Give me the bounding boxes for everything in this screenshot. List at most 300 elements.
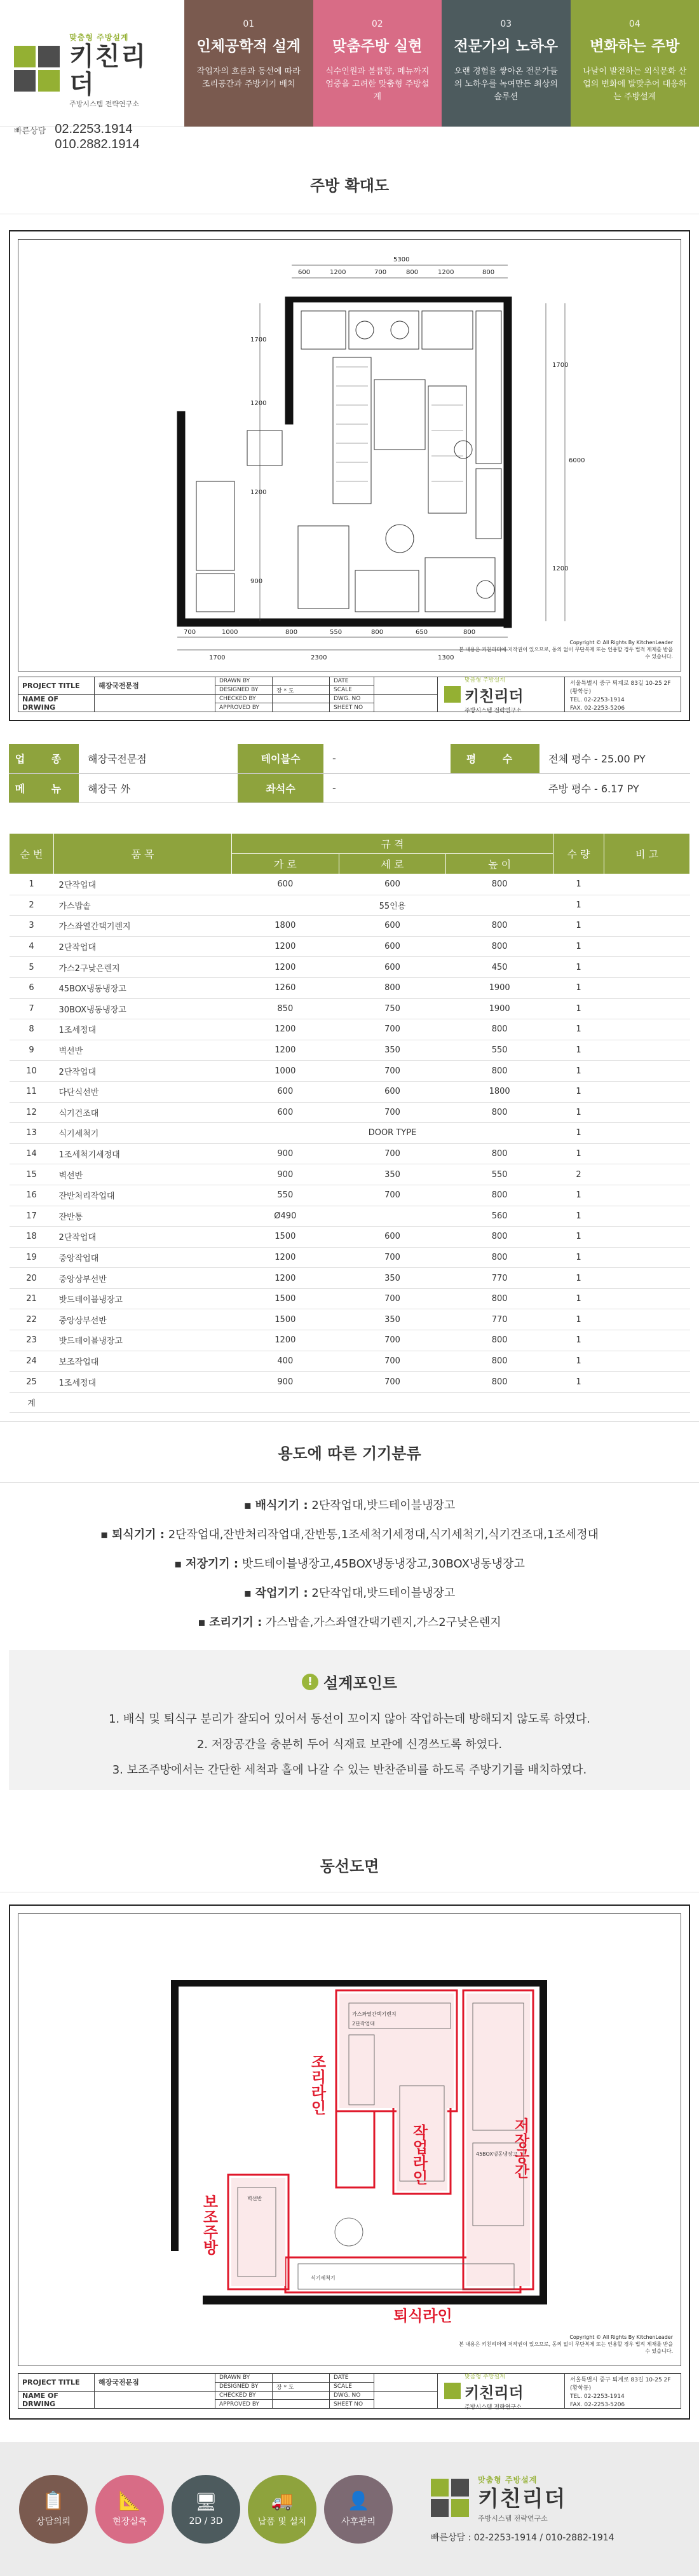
table-cell: 1 xyxy=(553,936,604,957)
design-points-title: ! 설계포인트 xyxy=(302,1670,397,1693)
bottom-service-bar xyxy=(0,2442,699,2576)
service-measure[interactable]: 📐 현장실측 xyxy=(95,2475,164,2544)
table-cell: 밧드테이블냉장고 xyxy=(54,1330,232,1351)
table-cell: 800 xyxy=(446,1061,553,1082)
table-cell: 15 xyxy=(10,1164,54,1185)
table-cell: 2단작업대 xyxy=(54,1227,232,1248)
table-cell xyxy=(604,1392,690,1413)
table-cell: 1 xyxy=(553,1123,604,1144)
table-cell: 1 xyxy=(553,1143,604,1164)
table-cell: 1 xyxy=(553,895,604,916)
table-cell xyxy=(604,998,690,1019)
info-label-menu: 메 뉴 xyxy=(9,773,79,802)
table-cell xyxy=(604,1247,690,1268)
table-cell xyxy=(339,1206,446,1227)
table-cell xyxy=(339,1392,446,1413)
table-cell: 24 xyxy=(10,1351,54,1372)
table-row xyxy=(10,1123,690,1144)
dim-right-3: 1200 xyxy=(552,565,569,572)
title-block-address: 서울특별시 중구 퇴계로 83길 10-25 2F (황학동) TEL. 02-2253-1914 FAX. 02-2253-5206 xyxy=(570,680,671,712)
table-cell: 700 xyxy=(339,1288,446,1309)
dim-left-1: 1700 xyxy=(250,336,267,343)
table-cell xyxy=(604,977,690,998)
table-cell: 350 xyxy=(339,1164,446,1185)
table-cell: 1000 xyxy=(232,1061,339,1082)
table-row xyxy=(10,1143,690,1164)
design-point-3: 3. 보조주방에서는 간단한 세척과 홀에 나갈 수 있는 반찬준비를 하도록 주방기기를 배치하였다. xyxy=(112,1763,587,1777)
info-label-empty xyxy=(451,773,540,802)
table-cell: 1 xyxy=(553,1247,604,1268)
drawing-name-label: NAME OF DRWING xyxy=(22,694,58,712)
design-points xyxy=(9,1650,690,1790)
table-cell: 11 xyxy=(10,1081,54,1102)
table-cell: 800 xyxy=(446,874,553,895)
info-label-seats: 좌석수 xyxy=(238,773,323,802)
table-row xyxy=(10,1227,690,1248)
table-cell: 중앙상부선반 xyxy=(54,1309,232,1330)
table-cell xyxy=(604,1309,690,1330)
dim-left-4: 900 xyxy=(250,578,263,585)
table-row xyxy=(10,1330,690,1351)
info-value-type: 해장국전문점 xyxy=(79,744,238,773)
table-row xyxy=(10,1247,690,1268)
dim-bottom-3: 800 xyxy=(285,629,298,636)
info-label-area: 평 수 xyxy=(451,744,540,773)
table-cell: 1 xyxy=(553,977,604,998)
table-cell: 5 xyxy=(10,957,54,978)
table-cell: 700 xyxy=(339,1330,446,1351)
table-cell xyxy=(604,1372,690,1393)
table-cell: 2 xyxy=(553,1164,604,1185)
table-cell xyxy=(54,1392,232,1413)
dim-top-3: 700 xyxy=(374,269,387,276)
flow-box-2: 2단작업대 xyxy=(352,2021,376,2027)
table-cell: 1500 xyxy=(232,1288,339,1309)
table-cell xyxy=(604,1185,690,1206)
table-cell: 350 xyxy=(339,1309,446,1330)
dim-bottom-6: 650 xyxy=(416,629,428,636)
table-cell: 9 xyxy=(10,1040,54,1061)
table-cell: 600 xyxy=(339,936,446,957)
table-cell: 2단작업대 xyxy=(54,874,232,895)
table-cell: 600 xyxy=(339,916,446,937)
table-cell: 14 xyxy=(10,1143,54,1164)
col-height: 높 이 xyxy=(446,854,553,874)
table-cell: 22 xyxy=(10,1309,54,1330)
col-spec: 규 격 xyxy=(232,834,553,854)
table-cell: 가스좌열간택기렌지 xyxy=(54,916,232,937)
table-cell: 600 xyxy=(339,1081,446,1102)
table-cell: 1 xyxy=(553,1351,604,1372)
table-row xyxy=(10,916,690,937)
table-cell: 600 xyxy=(339,874,446,895)
table-cell: 800 xyxy=(446,1227,553,1248)
flow-label-cooking: 조리라인 xyxy=(308,2054,326,2115)
contact-label: 빠른상담 xyxy=(14,127,46,136)
table-cell: 600 xyxy=(232,1102,339,1123)
table-row xyxy=(10,874,690,895)
truck-icon: 🚚 xyxy=(271,2490,294,2511)
table-cell: 16 xyxy=(10,1185,54,1206)
flow-copyright-text: Copyright © All Rights By KitchenLeader 본 내용은 키친리더에 저작권이 있으므로, 동의 없이 무단복제 또는 인용할 경우 법적 제재를 받을 수 있습니다. xyxy=(459,2334,673,2354)
table-cell: 560 xyxy=(446,1206,553,1227)
table-row xyxy=(10,977,690,998)
design-point-1: 1. 배식 및 퇴식구 분리가 잘되어 있어서 동선이 꼬이지 않아 작업하는데 방해되지 않도록 하였다. xyxy=(108,1712,591,1726)
table-cell xyxy=(446,1392,553,1413)
logo-sub: 주방시스템 전략연구소 xyxy=(69,100,139,108)
table-cell: 1 xyxy=(553,1185,604,1206)
title-block: PROJECT TITLE NAME OF DRWING 해장국전문점 DRAWN BY DESIGNED BY CHECKED BY APPROVED BY 장 * 도 DATE SCALE DWG. NO SHEET NO 맞춤형 주방설계 키친리더 주방시스템 전략연구소 서울특별시 중구 퇴계로 83길 10-25 2F (황학동) TEL. 02-2253-1914 FAX. 02-2253-5206 xyxy=(18,677,681,712)
section-title-classify: 용도에 따른 기기분류 xyxy=(278,1445,421,1463)
service-delivery[interactable]: 🚚 납품 및 설치 xyxy=(248,2475,316,2544)
table-row xyxy=(10,998,690,1019)
table-cell: 1260 xyxy=(232,977,339,998)
table-row xyxy=(10,1102,690,1123)
clipboard-icon: 📋 xyxy=(42,2490,65,2511)
table-cell: 중앙작업대 xyxy=(54,1247,232,1268)
flow-inner-frame xyxy=(18,1913,681,2366)
table-cell: 식기세척기 xyxy=(54,1123,232,1144)
table-cell xyxy=(604,895,690,916)
logo-name: 키친리더 xyxy=(69,42,147,99)
table-cell xyxy=(553,1392,604,1413)
header xyxy=(0,0,699,151)
table-cell: Ø490 xyxy=(232,1206,339,1227)
phone-1[interactable]: 02.2253.1914 xyxy=(55,122,133,136)
table-cell: 700 xyxy=(339,1019,446,1040)
info-value-menu: 해장국 外 xyxy=(79,773,238,802)
classify-list xyxy=(9,1488,690,1641)
table-cell: 900 xyxy=(232,1164,339,1185)
table-cell: 1 xyxy=(553,1330,604,1351)
info-value-seats: - xyxy=(323,773,451,802)
table-cell: 2단작업대 xyxy=(54,936,232,957)
table-cell: 20 xyxy=(10,1268,54,1289)
table-cell: 21 xyxy=(10,1288,54,1309)
table-cell: 800 xyxy=(446,916,553,937)
table-cell: 700 xyxy=(339,1247,446,1268)
flow-box-5: 45BOX냉동냉장고 xyxy=(476,2151,518,2157)
table-cell: 잔반통 xyxy=(54,1206,232,1227)
table-row xyxy=(10,936,690,957)
table-cell: 1900 xyxy=(446,998,553,1019)
table-cell: DOOR TYPE xyxy=(232,1123,553,1144)
table-cell: 잔반처리작업대 xyxy=(54,1185,232,1206)
table-cell: 770 xyxy=(446,1309,553,1330)
brand-block xyxy=(0,0,184,151)
dim-top-4: 800 xyxy=(406,269,419,276)
table-cell: 4 xyxy=(10,936,54,957)
dim-top-1: 600 xyxy=(298,269,311,276)
flow-drawing-frame xyxy=(9,1904,690,2420)
table-cell: 2단작업대 xyxy=(54,1061,232,1082)
table-cell: 800 xyxy=(446,1019,553,1040)
classify-row-storage: ▪ 저장기기 : 밧드테이블냉장고,45BOX냉동냉장고,30BOX냉동냉장고 xyxy=(174,1557,525,1571)
table-cell: 1 xyxy=(553,1227,604,1248)
table-cell xyxy=(604,1268,690,1289)
info-label-type: 업 종 xyxy=(9,744,79,773)
table-cell: 800 xyxy=(446,936,553,957)
flow-label-storage: 저장공간 xyxy=(512,2118,529,2179)
table-cell: 10 xyxy=(10,1061,54,1082)
table-cell: 1500 xyxy=(232,1309,339,1330)
design-point-2: 2. 저장공간을 충분히 두어 식재료 보관에 신경쓰도록 하였다. xyxy=(196,1738,503,1751)
table-cell: 1 xyxy=(553,1040,604,1061)
table-cell: 1 xyxy=(553,998,604,1019)
table-cell: 400 xyxy=(232,1351,339,1372)
section-title-kitchen-plan: 주방 확대도 xyxy=(309,177,390,195)
step-4: 04 변화하는 주방 나날이 발전하는 외식문화 산업의 변화에 발맞추어 대응하는 주방설계 xyxy=(571,0,699,127)
table-row xyxy=(10,1206,690,1227)
table-cell xyxy=(604,1351,690,1372)
table-cell: 800 xyxy=(446,1102,553,1123)
logo-tag: 맞춤형 주방설계 xyxy=(69,33,129,42)
col-name: 품 목 xyxy=(54,834,232,874)
table-row xyxy=(10,1185,690,1206)
table-cell xyxy=(604,936,690,957)
section-title-flow: 동선도면 xyxy=(320,1857,379,1875)
dim-top-2: 1200 xyxy=(330,269,346,276)
copyright-text: Copyright © All Rights By KitchenLeader 본 내용은 키친리더에 저작권이 있으므로, 동의 없이 무단복제 또는 인용할 경우 법적 제재를 받을 수 있습니다. xyxy=(459,640,673,659)
flow-title-block: PROJECT TITLE NAME OF DRWING 해장국전문점 DRAWN BY DESIGNED BY CHECKED BY APPROVED BY 장 * 도 DATE SCALE DWG. NO SHEET NO 맞춤형 주방설계 키친리더 주방시스템 전략연구소 서울특별시 중구 퇴계로 83길 10-25 2F (황학동) TEL. 02-2253-1914 FAX. 02-2253-5206 xyxy=(18,2373,681,2409)
table-cell: 6 xyxy=(10,977,54,998)
table-cell: 700 xyxy=(339,1061,446,1082)
kitchen-floor-plan xyxy=(18,240,683,671)
phone-2[interactable]: 010.2882.1914 xyxy=(55,137,140,151)
project-info-table xyxy=(9,744,690,803)
table-cell: 700 xyxy=(339,1351,446,1372)
table-cell: 450 xyxy=(446,957,553,978)
table-cell: 900 xyxy=(232,1143,339,1164)
table-cell: 700 xyxy=(339,1185,446,1206)
table-cell: 55인용 xyxy=(232,895,553,916)
info-value-kitchen-area: 주방 평수 - 6.17 PY xyxy=(540,773,690,802)
table-cell: 1 xyxy=(553,1019,604,1040)
table-cell: 1800 xyxy=(232,916,339,937)
table-cell: 600 xyxy=(339,957,446,978)
table-cell: 1 xyxy=(553,1372,604,1393)
table-cell: 30BOX냉동냉장고 xyxy=(54,998,232,1019)
col-note: 비 고 xyxy=(604,834,690,874)
table-cell: 18 xyxy=(10,1227,54,1248)
step-3: 03 전문가의 노하우 오랜 경험을 쌓아온 전문가들의 노하우를 녹여만든 최상의 솔루션 xyxy=(442,0,571,127)
table-cell: 1 xyxy=(553,1309,604,1330)
project-title: 해장국전문점 xyxy=(95,677,215,695)
project-title-label: PROJECT TITLE xyxy=(18,677,94,695)
table-cell: 벽선반 xyxy=(54,1164,232,1185)
table-cell: 1200 xyxy=(232,1247,339,1268)
exclamation-icon: ! xyxy=(302,1674,318,1690)
table-cell: 보조작업대 xyxy=(54,1351,232,1372)
dim-bottom-1: 700 xyxy=(184,629,196,636)
dim-left-3: 1200 xyxy=(250,489,267,496)
table-row xyxy=(10,895,690,916)
table-row xyxy=(10,957,690,978)
table-cell: 1200 xyxy=(232,957,339,978)
table-cell: 850 xyxy=(232,998,339,1019)
table-cell: 1 xyxy=(10,874,54,895)
contact-info xyxy=(14,121,172,152)
table-cell xyxy=(604,1102,690,1123)
flow-floor-plan xyxy=(18,1914,683,2366)
table-cell xyxy=(604,1288,690,1309)
dim-top-total: 5300 xyxy=(393,256,410,263)
table-cell: 800 xyxy=(446,1143,553,1164)
table-cell: 25 xyxy=(10,1372,54,1393)
classify-row-return: ▪ 퇴식기기 : 2단작업대,잔반처리작업대,잔반통,1조세척기세정대,식기세척기,식기건조대,1조세정대 xyxy=(100,1528,599,1541)
table-cell: 1 xyxy=(553,916,604,937)
flow-label-sub-kitchen: 보조주방 xyxy=(200,2194,218,2255)
bottom-contact[interactable]: 빠른상담 : 02-2253-1914 / 010-2882-1914 xyxy=(431,2533,614,2543)
dim-bottom-7: 800 xyxy=(463,629,476,636)
table-cell: 19 xyxy=(10,1247,54,1268)
table-cell xyxy=(604,1206,690,1227)
logo-mark-icon xyxy=(444,2383,461,2399)
table-cell: 1200 xyxy=(232,1330,339,1351)
designer-name: 장 * 도 xyxy=(273,686,329,695)
table-cell: 770 xyxy=(446,1268,553,1289)
dim-bottom-5: 800 xyxy=(371,629,384,636)
table-cell xyxy=(604,1019,690,1040)
dim-bottom-b1: 1700 xyxy=(209,654,226,661)
table-cell: 밧드테이블냉장고 xyxy=(54,1288,232,1309)
table-row xyxy=(10,1309,690,1330)
info-label-tables: 테이블수 xyxy=(238,744,323,773)
table-cell: 가스밥솥 xyxy=(54,895,232,916)
table-cell: 23 xyxy=(10,1330,54,1351)
drawing-inner-frame xyxy=(18,239,681,672)
table-cell: 550 xyxy=(446,1040,553,1061)
table-cell: 800 xyxy=(339,977,446,998)
table-row xyxy=(10,1268,690,1289)
col-qty: 수 량 xyxy=(553,834,604,874)
table-cell: 8 xyxy=(10,1019,54,1040)
table-cell: 1조세정대 xyxy=(54,1372,232,1393)
dim-left-2: 1200 xyxy=(250,400,267,407)
table-row xyxy=(10,1019,690,1040)
dim-bottom-2: 1000 xyxy=(222,629,238,636)
col-width: 가 로 xyxy=(232,854,339,874)
table-cell xyxy=(604,874,690,895)
table-cell: 700 xyxy=(339,1143,446,1164)
table-cell xyxy=(604,957,690,978)
service-2d3d[interactable]: 🖥 2D / 3D xyxy=(172,2475,240,2544)
table-cell: 1200 xyxy=(232,936,339,957)
table-cell: 3 xyxy=(10,916,54,937)
table-cell: 1800 xyxy=(446,1081,553,1102)
table-cell: 1 xyxy=(553,1081,604,1102)
feature-steps xyxy=(184,0,699,127)
table-cell: 800 xyxy=(446,1247,553,1268)
classify-title-wrap xyxy=(0,1421,699,1483)
table-row xyxy=(10,1040,690,1061)
table-cell xyxy=(604,1227,690,1248)
table-cell xyxy=(604,1330,690,1351)
table-total-row xyxy=(10,1392,690,1413)
table-cell: 45BOX냉동냉장고 xyxy=(54,977,232,998)
info-value-tables: - xyxy=(323,744,451,773)
table-cell: 800 xyxy=(446,1185,553,1206)
info-value-total-area: 전체 평수 - 25.00 PY xyxy=(540,744,690,773)
classify-row-serving: ▪ 배식기기 : 2단작업대,밧드테이블냉장고 xyxy=(243,1499,456,1512)
table-cell xyxy=(604,1164,690,1185)
table-cell: 1500 xyxy=(232,1227,339,1248)
table-cell: 중앙상부선반 xyxy=(54,1268,232,1289)
dim-top-6: 800 xyxy=(482,269,495,276)
classify-row-work: ▪ 작업기기 : 2단작업대,밧드테이블냉장고 xyxy=(243,1587,456,1600)
table-row xyxy=(10,1164,690,1185)
table-cell xyxy=(604,1040,690,1061)
table-cell xyxy=(232,1392,339,1413)
table-cell: 1 xyxy=(553,874,604,895)
table-cell: 12 xyxy=(10,1102,54,1123)
flow-box-1: 가스좌열간택기렌지 xyxy=(352,2011,397,2017)
table-row xyxy=(10,1288,690,1309)
logo-mark-icon xyxy=(444,686,461,703)
table-cell: 350 xyxy=(339,1268,446,1289)
dim-right-2: 6000 xyxy=(569,457,585,464)
col-no: 순 번 xyxy=(10,834,54,874)
table-cell: 1 xyxy=(553,1288,604,1309)
table-cell: 600 xyxy=(339,1227,446,1248)
logo-mark-icon xyxy=(431,2479,472,2519)
ruler-icon: 📐 xyxy=(118,2490,141,2511)
table-cell: 2 xyxy=(10,895,54,916)
table-cell xyxy=(604,1123,690,1144)
table-cell: 1200 xyxy=(232,1268,339,1289)
dim-bottom-4: 550 xyxy=(330,629,343,636)
table-cell: 900 xyxy=(232,1372,339,1393)
logo-mark-icon xyxy=(14,46,63,95)
table-cell: 가스2구낮은렌지 xyxy=(54,957,232,978)
total-label: 계 xyxy=(10,1392,54,1413)
table-cell: 식기건조대 xyxy=(54,1102,232,1123)
classify-row-cooking: ▪ 조리기기 : 가스밥솥,가스좌열간택기렌지,가스2구낮은렌지 xyxy=(198,1616,501,1629)
table-row xyxy=(10,1351,690,1372)
table-cell: 800 xyxy=(446,1330,553,1351)
table-cell: 1200 xyxy=(232,1040,339,1061)
table-row xyxy=(10,1081,690,1102)
table-cell: 700 xyxy=(339,1102,446,1123)
table-cell: 350 xyxy=(339,1040,446,1061)
table-cell: 600 xyxy=(232,1081,339,1102)
table-cell xyxy=(604,916,690,937)
table-cell: 7 xyxy=(10,998,54,1019)
table-cell: 1 xyxy=(553,1102,604,1123)
table-cell xyxy=(604,1061,690,1082)
flow-label-return: 퇴식라인 xyxy=(393,2307,452,2325)
table-cell: 800 xyxy=(446,1351,553,1372)
flow-title-block-logo: 맞춤형 주방설계 키친리더 주방시스템 전략연구소 xyxy=(438,2374,565,2408)
flow-box-3: 식기세척기 xyxy=(311,2275,336,2281)
table-cell: 1조세척기세정대 xyxy=(54,1143,232,1164)
table-cell: 1 xyxy=(553,1061,604,1082)
step-1: 01 인체공학적 설계 작업자의 흐름과 동선에 따라 조리공간과 주방기기 배치 xyxy=(184,0,313,127)
flow-label-work: 작업라인 xyxy=(410,2124,428,2185)
table-cell: 1200 xyxy=(232,1019,339,1040)
title-block-logo: 맞춤형 주방설계 키친리더 주방시스템 전략연구소 xyxy=(438,677,565,712)
flow-box-4: 벽선반 xyxy=(247,2196,262,2201)
table-cell: 다단식선반 xyxy=(54,1081,232,1102)
table-cell: 17 xyxy=(10,1206,54,1227)
service-aftercare[interactable]: 👤 사후관리 xyxy=(324,2475,393,2544)
table-cell: 1 xyxy=(553,957,604,978)
table-cell: 750 xyxy=(339,998,446,1019)
service-consult[interactable]: 📋 상담의뢰 xyxy=(19,2475,88,2544)
dim-right-1: 1700 xyxy=(552,362,569,369)
table-row xyxy=(10,1061,690,1082)
table-cell: 550 xyxy=(446,1164,553,1185)
